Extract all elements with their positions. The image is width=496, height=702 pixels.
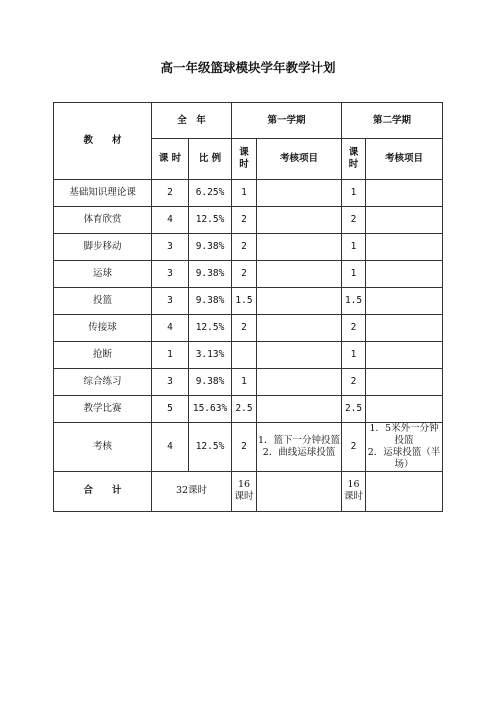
row-s2-items: [366, 207, 443, 234]
table-row: [54, 342, 443, 369]
row-ratio: 3.13%: [189, 342, 232, 369]
assessment-item: 1．5米外一分钟投篮: [369, 423, 439, 446]
row-s1-hours: 2.5: [232, 396, 257, 423]
row-ratio: 12.5%: [189, 207, 232, 234]
row-s1-hours: 1: [232, 180, 257, 207]
table-row: [54, 423, 443, 472]
row-hours: 3: [152, 261, 189, 288]
row-hours: 3: [152, 288, 189, 315]
row-s2-hours: 2.5: [342, 396, 366, 423]
header-row-1: [54, 103, 443, 139]
row-name: 脚步移动: [54, 234, 152, 261]
row-s2-hours: 2: [342, 369, 366, 396]
assessment-item: 2．曲线运球投篮: [262, 446, 336, 458]
row-s2-hours: 1: [342, 261, 366, 288]
header-hours: 课 时: [152, 139, 189, 180]
row-s2-hours: 2: [342, 315, 366, 342]
row-s1-hours: 1: [232, 369, 257, 396]
row-ratio: 9.38%: [189, 234, 232, 261]
row-s2-items: [366, 315, 443, 342]
row-s1-hours: 1.5: [232, 288, 257, 315]
row-s2-hours: 2: [342, 207, 366, 234]
table-row: [54, 180, 443, 207]
row-s1-items: [257, 288, 342, 315]
row-hours: 3: [152, 234, 189, 261]
header-full-year: 全 年: [152, 103, 232, 139]
total-s1-hours: 16 课时: [232, 471, 257, 511]
row-s2-hours: 1: [342, 234, 366, 261]
row-s2-items: [366, 396, 443, 423]
row-s2-items: [366, 369, 443, 396]
row-ratio: 12.5%: [189, 423, 232, 472]
total-row: [54, 471, 443, 511]
table-row: [54, 315, 443, 342]
table-row: [54, 369, 443, 396]
row-hours: 4: [152, 207, 189, 234]
row-hours: 2: [152, 180, 189, 207]
row-s2-items: [366, 180, 443, 207]
row-name: 传接球: [54, 315, 152, 342]
row-s2-hours: 1: [342, 180, 366, 207]
row-s1-hours: 2: [232, 234, 257, 261]
row-name: 抢断: [54, 342, 152, 369]
row-s1-hours: 2: [232, 207, 257, 234]
row-hours: 5: [152, 396, 189, 423]
table-row: [54, 207, 443, 234]
header-s2-hours: 课 时: [342, 139, 366, 180]
row-name: 运球: [54, 261, 152, 288]
header-semester-1: 第一学期: [232, 103, 342, 139]
header-s1-assessment: 考核项目: [257, 139, 342, 180]
header-ratio: 比 例: [189, 139, 232, 180]
teaching-plan-table: [53, 102, 443, 512]
row-s2-hours: 2: [342, 423, 366, 472]
row-hours: 4: [152, 315, 189, 342]
row-name: 教学比赛: [54, 396, 152, 423]
row-s2-items: [366, 234, 443, 261]
row-s1-items: [257, 234, 342, 261]
total-s2-hours: 16 课时: [342, 471, 366, 511]
row-s1-hours: [232, 342, 257, 369]
page-title: 高一年级篮球模块学年教学计划: [160, 60, 336, 75]
row-ratio: 9.38%: [189, 288, 232, 315]
header-s2-assessment: 考核项目: [366, 139, 443, 180]
header-s1-hours: 课 时: [232, 139, 257, 180]
table-row: [54, 288, 443, 315]
row-s2-items: [366, 423, 443, 472]
row-s1-items: [257, 261, 342, 288]
row-hours: 3: [152, 369, 189, 396]
row-s2-items: [366, 342, 443, 369]
row-hours: 4: [152, 423, 189, 472]
row-s2-items: [366, 288, 443, 315]
row-s1-hours: 2: [232, 315, 257, 342]
row-name: 体育欣赏: [54, 207, 152, 234]
header-material: 教 材: [54, 103, 152, 180]
table-row: [54, 234, 443, 261]
row-s1-items: [257, 180, 342, 207]
row-s1-items: [257, 315, 342, 342]
row-s1-items: [257, 369, 342, 396]
row-s1-items: [257, 423, 342, 472]
total-s2-items: [366, 471, 443, 511]
row-name: 投篮: [54, 288, 152, 315]
header-semester-2: 第二学期: [342, 103, 443, 139]
row-s1-items: [257, 342, 342, 369]
assessment-item: 2．运球投篮（半场）: [367, 446, 441, 470]
table-row: [54, 396, 443, 423]
total-s1-items: [257, 471, 342, 511]
row-ratio: 9.38%: [189, 369, 232, 396]
row-ratio: 9.38%: [189, 261, 232, 288]
total-full-year: 32课时: [152, 471, 232, 511]
row-ratio: 15.63%: [189, 396, 232, 423]
row-name: 综合练习: [54, 369, 152, 396]
row-s2-hours: 1.5: [342, 288, 366, 315]
row-ratio: 6.25%: [189, 180, 232, 207]
assessment-item: 1．篮下一分钟投篮: [258, 434, 341, 446]
row-ratio: 12.5%: [189, 315, 232, 342]
table-row: [54, 261, 443, 288]
total-label: 合 计: [54, 471, 152, 511]
row-s2-items: [366, 261, 443, 288]
row-hours: 1: [152, 342, 189, 369]
row-s1-items: [257, 396, 342, 423]
row-s1-hours: 2: [232, 423, 257, 472]
row-s2-hours: 1: [342, 342, 366, 369]
row-s1-hours: 2: [232, 261, 257, 288]
row-s1-items: [257, 207, 342, 234]
row-name: 考核: [54, 423, 152, 472]
row-name: 基础知识理论课: [54, 180, 152, 207]
